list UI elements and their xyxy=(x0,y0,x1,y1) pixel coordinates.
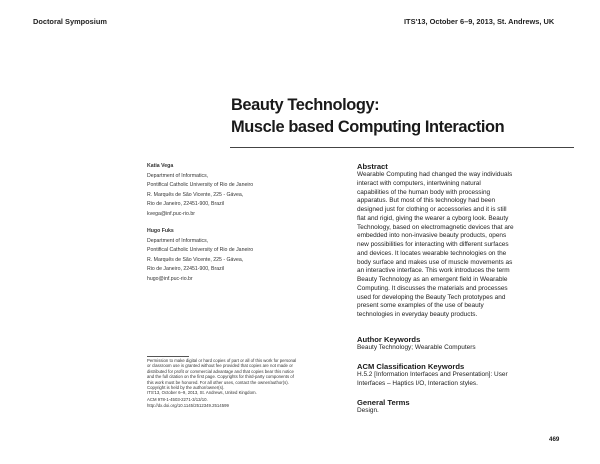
classification-line: Interfaces – Haptics I/O, Interaction styles. xyxy=(357,379,478,387)
keywords-line: Beauty Technology; Wearable Computers xyxy=(357,344,476,351)
classification-line: H.5.2 [Information Interfaces and Presentation]: User xyxy=(357,371,508,378)
permission-line: this work must be honored. For all other uses, contact the owner/author(s). xyxy=(147,379,289,385)
terms-line: Design. xyxy=(357,407,379,414)
classification-body xyxy=(357,371,577,389)
abstract-line: apparatus. But most of this technology had been xyxy=(357,197,496,205)
author-affiliation: Pontifical Catholic University of Rio de Janeiro xyxy=(147,182,254,189)
author-affiliation: Department of Informatics, xyxy=(147,237,209,244)
author-address: Rio de Janeiro, 22451-900, Brazil xyxy=(147,266,224,273)
author-email: hugo@inf.puc-rio.br xyxy=(147,275,193,282)
author-address: R. Marquês de São Vicente, 225 - Gávea, xyxy=(147,256,244,263)
permission-line: and the full citation on the first page. Copyrights for third-party components of xyxy=(147,374,294,380)
permission-line: ITS'13, October 6–9, 2013, St. Andrews, United Kingdom. xyxy=(147,390,257,396)
author-block-1 xyxy=(147,162,253,220)
keywords-section xyxy=(357,335,577,353)
keywords-body xyxy=(357,344,577,353)
running-header-left: Doctoral Symposium xyxy=(33,17,107,26)
author-name: Katia Vega xyxy=(147,163,174,169)
permission-line: ACM 978-1-4503-2271-3/13/10. xyxy=(147,396,208,402)
abstract-line: Computing. It discusses the materials and processes xyxy=(357,284,508,292)
abstract-line: designed just for clothing or accessories and it is still xyxy=(357,206,507,213)
abstract-heading: Abstract xyxy=(357,162,388,171)
permission-line: Permission to make digital or hard copies of part or all of this work for personal xyxy=(147,358,297,363)
permission-block xyxy=(147,358,347,409)
terms-body xyxy=(357,407,577,416)
abstract-body xyxy=(357,171,577,320)
permission-line: or classroom use is granted without fee provided that copies are not made or xyxy=(147,363,293,369)
abstract-line: flat and rigid, giving the wearer a cyborg look. Beauty xyxy=(357,214,509,222)
author-name: Hugo Fuks xyxy=(147,228,174,234)
abstract-line: embedded into non-invasive beauty products, opens xyxy=(357,232,507,240)
abstract-line: present some examples of the use of beauty xyxy=(357,302,484,310)
terms-section xyxy=(357,398,577,416)
permission-rule xyxy=(147,356,189,357)
abstract-line: interact with computers, intertwining natural xyxy=(357,179,481,187)
title-line-2: Muscle based Computing Interaction xyxy=(231,118,505,136)
author-address: Rio de Janeiro, 22451-900, Brazil xyxy=(147,201,224,208)
author-block-2 xyxy=(147,227,253,285)
abstract-line: technologies in everyday beauty products. xyxy=(357,311,478,318)
permission-line: distributed for profit or commercial advantage and that copies bear this notice xyxy=(147,368,294,374)
classification-heading: ACM Classification Keywords xyxy=(357,362,465,371)
author-email: kvega@inf.puc-rio.br xyxy=(147,210,195,217)
abstract-line: new possibilities for interacting with different surfaces xyxy=(357,241,509,248)
abstract-section xyxy=(357,162,577,320)
terms-heading: General Terms xyxy=(357,398,410,407)
keywords-heading: Author Keywords xyxy=(357,335,421,344)
author-affiliation: Pontifical Catholic University of Rio de Janeiro xyxy=(147,247,254,254)
abstract-line: body surface and makes use of muscle movements as xyxy=(357,258,513,266)
abstract-line: and devices. It locates wearable technologies on the xyxy=(357,249,507,257)
abstract-line: Beauty Technology as an emergent field in Wearable xyxy=(357,276,508,283)
author-affiliation: Department of Informatics, xyxy=(147,172,209,179)
author-address: R. Marquês de São Vicente, 225 - Gávea, xyxy=(147,191,244,198)
paper-title xyxy=(231,94,571,138)
abstract-line: used for developing the Beauty Tech prototypes and xyxy=(357,293,506,301)
permission-line: Copyright is held by the author/owner(s). xyxy=(147,385,225,391)
title-line-1: Beauty Technology: xyxy=(231,96,380,114)
abstract-line: an interactive interface. This work introduces the term xyxy=(357,267,510,275)
abstract-line: Wearable Computing had changed the way individuals xyxy=(357,171,513,178)
page-number: 469 xyxy=(549,436,560,443)
title-rule xyxy=(230,147,574,148)
doi-link[interactable]: http://dx.doi.org/10.1145/2512349.2514599 xyxy=(147,403,229,409)
abstract-line: Technology, based on electromagnetic devices that are xyxy=(357,223,514,231)
classification-section xyxy=(357,362,577,389)
abstract-line: capabilities of the human body with processing xyxy=(357,188,491,196)
running-header-right: ITS'13, October 6–9, 2013, St. Andrews, UK xyxy=(404,17,555,26)
